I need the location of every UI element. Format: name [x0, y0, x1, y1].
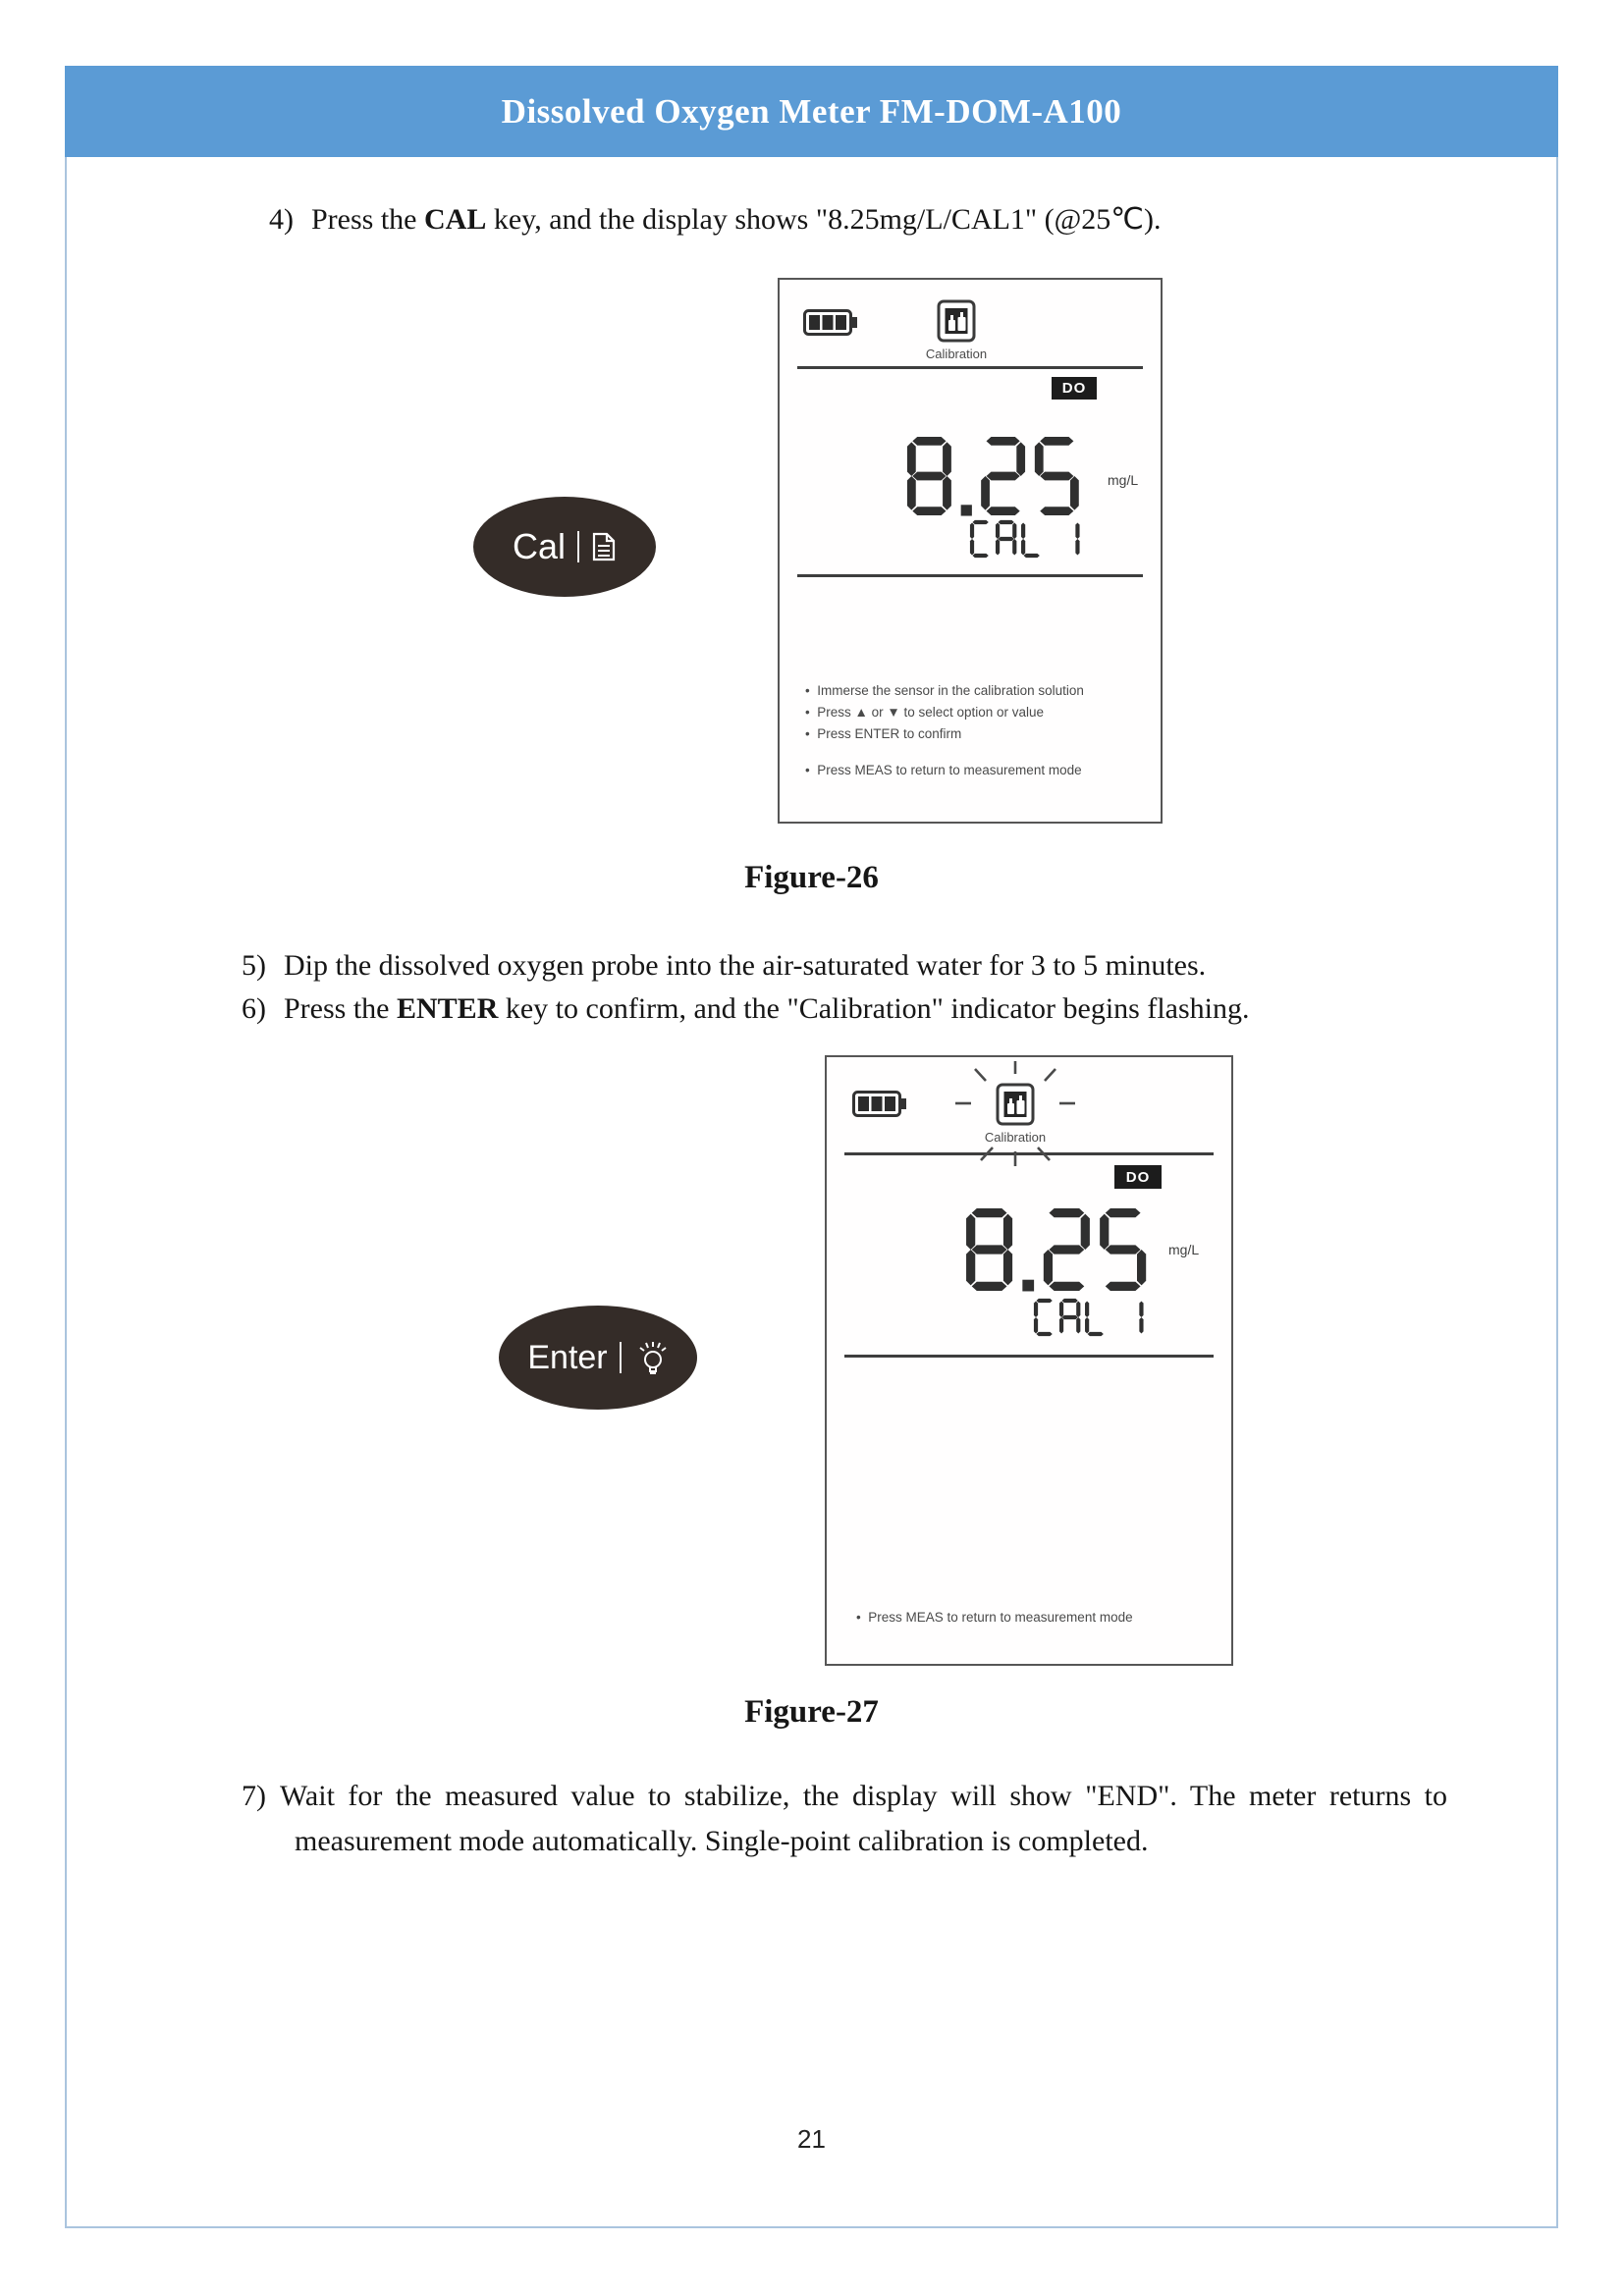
lcd-cal-indicator [1033, 1298, 1144, 1337]
lcd-instruction: • Press ENTER to confirm [805, 723, 1144, 745]
page-header [65, 66, 1558, 157]
step-6-number: 6) [242, 992, 266, 1025]
step-6-text: Press the [284, 992, 397, 1025]
step-5-number: 5) [242, 949, 266, 982]
enter-button-label: Enter [527, 1338, 608, 1376]
figure-27-caption: Figure-27 [744, 1694, 879, 1730]
lcd-instructions [805, 680, 1144, 781]
lcd-unit: mg/L [1168, 1242, 1200, 1257]
calibration-icon [937, 299, 976, 343]
step-4-text-end: key, and the display shows "8.25mg/L/CAL1" (@25℃). [486, 203, 1162, 236]
calibration-label: Calibration [984, 1130, 1047, 1145]
lcd-instruction: • Press ▲ or ▼ to select option or value [805, 702, 1144, 723]
battery-icon [852, 1091, 907, 1117]
lcd-instruction: • Press MEAS to return to measurement mode [856, 1607, 1210, 1629]
step-5 [242, 944, 1206, 988]
backlight-bulb-icon [633, 1339, 669, 1376]
do-mode-badge: DO [1114, 1165, 1162, 1189]
cal-button [473, 497, 656, 597]
button-divider [620, 1342, 622, 1373]
do-mode-badge: DO [1052, 377, 1097, 400]
lcd-instructions [856, 1607, 1210, 1629]
figure-27-lcd [825, 1055, 1233, 1666]
enter-button [499, 1306, 697, 1410]
step-7-number: 7) [242, 1780, 266, 1812]
step-4-text: Press the [311, 203, 424, 236]
lcd-unit: mg/L [1108, 472, 1139, 488]
lcd-reading [905, 435, 1081, 517]
page-title: Dissolved Oxygen Meter FM-DOM-A100 [501, 91, 1122, 131]
lcd-divider-bottom [844, 1355, 1214, 1358]
figure-26-lcd [778, 278, 1163, 824]
document-icon [591, 532, 617, 561]
cal-button-label: Cal [512, 526, 567, 566]
step-6-text-end: key to confirm, and the "Calibration" indicator begins flashing. [498, 992, 1250, 1025]
lcd-divider-top [797, 366, 1143, 369]
step-6 [242, 988, 1250, 1031]
step-6-key-name: ENTER [397, 992, 499, 1025]
step-4 [269, 198, 1161, 241]
lcd-instruction: • Press MEAS to return to measurement mode [805, 760, 1144, 781]
lcd-cal-indicator [969, 519, 1080, 559]
step-4-number: 4) [269, 203, 294, 236]
lcd-divider-bottom [797, 574, 1143, 577]
figure-26-caption: Figure-26 [744, 860, 879, 895]
step-7 [242, 1774, 1447, 1864]
button-divider [577, 531, 579, 562]
step-4-key-name: CAL [424, 203, 487, 236]
lcd-instruction: • Immerse the sensor in the calibration solution [805, 680, 1144, 702]
battery-icon [803, 309, 858, 336]
step-5-text: Dip the dissolved oxygen probe into the air-saturated water for 3 to 5 minutes. [284, 949, 1207, 982]
page-number: 21 [797, 2124, 826, 2154]
calibration-label: Calibration [925, 347, 988, 361]
lcd-reading [964, 1206, 1148, 1293]
step-7-text: Wait for the measured value to stabilize, the display will show "END". The meter returns to measurement mode automatically. Single-point calibration is completed. [280, 1780, 1447, 1857]
flashing-rays-icon [942, 1055, 1089, 1179]
